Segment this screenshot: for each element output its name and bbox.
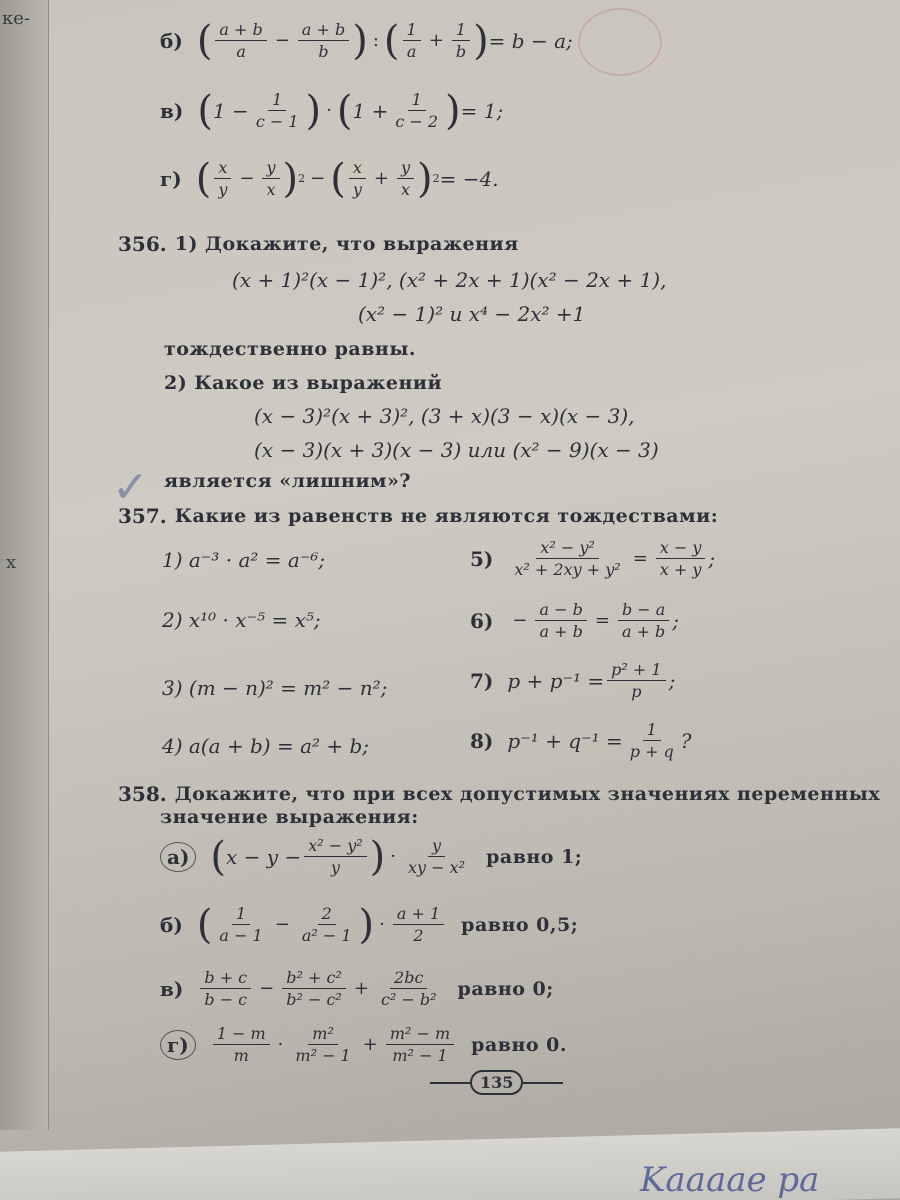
p358-item-g: г) $\frac{1 - m}{m}$ · $\frac{\text{m²}}{\text{m² − 1}}$ + $\frac{\text{m² − m}}{\text{m² − 1}}$ равно 0. [160, 1024, 567, 1065]
problem-356-expr1: (x + 1)²(x − 1)², (x² + 2x + 1)(x² − 2x + 1), [232, 268, 667, 292]
problem-356-expr3: (x − 3)²(x + 3)², (3 + x)(3 − x)(x − 3), [254, 404, 635, 428]
pencil-check-mark: ✓ [112, 462, 149, 513]
red-pencil-mark [578, 8, 662, 76]
eq-4: 4) a(a + b) = a² + b; [162, 734, 370, 758]
eq-2: 2) x¹⁰ · x⁻⁵ = x⁵; [162, 608, 321, 632]
item-result: = b − a; [488, 28, 573, 53]
problem-number: 358. [118, 782, 167, 806]
item-result: = 1; [460, 98, 504, 123]
item-label: г) [160, 166, 182, 191]
problem-number: 356. [118, 232, 167, 256]
p358-item-v: в) $\frac{b + c}{b - c}$ − $\frac{\text{b² + c²}}{\text{b² − c²}}$ + $\frac{2bc}{\text{c² − b²}}$ равно 0; [160, 968, 554, 1009]
problem-358-q2: значение выражения: [160, 806, 419, 828]
eq-8: 8) p⁻¹ + q⁻¹ = $\frac{1}{p + q}$ ? [470, 720, 692, 761]
item-label: в) [160, 98, 184, 123]
problem-356-q2: 2) Какое из выражений [164, 372, 443, 394]
prev-item-g: г) ( $\frac{x}{y}$ − $\frac{y}{x}$ ) 2 − ( $\frac{x}{y}$ + $\frac{y}{x}$ ) 2 = −4. [160, 155, 499, 202]
page-number [430, 1070, 563, 1095]
problem-356-expr4: (x − 3)(x + 3)(x − 3) или (x² − 9)(x − 3) [254, 438, 659, 462]
p358-item-b: б) ( $\frac{1}{a - 1}$ − $\frac{2}{\text{a² − 1}}$ ) · $\frac{a + 1}{2}$ равно 0,5; [160, 901, 579, 948]
problem-358-heading [118, 782, 880, 806]
problem-356-heading [118, 232, 519, 256]
problem-text: Какие из равенств не являются тождествами: [174, 505, 719, 527]
page-number-label: 135 [470, 1070, 523, 1095]
side-text-mid: х [6, 552, 17, 573]
eq-5: 5) $\frac{\text{x² − y²}}{\text{x² + 2xy + y²}}$ = $\frac{x - y}{x + y}$ ; [470, 538, 716, 579]
problem-text: Докажите, что при всех допустимых значениях переменных [174, 783, 881, 805]
problem-number: 357. [118, 504, 167, 528]
item-label: б) [160, 28, 183, 53]
problem-356-tail2: является «лишним»? [164, 470, 412, 492]
p358-item-a: а) ( x − y − $\frac{\text{x² − y²}}{y}$ ) · $\frac{y}{\text{xy − x²}}$ равно 1; [160, 836, 582, 877]
side-text-top: ке- [2, 8, 30, 29]
eq-7: 7) p + p⁻¹ = $\frac{\text{p² + 1}}{p}$ ; [470, 660, 676, 701]
item-result: = −4. [439, 166, 499, 191]
problem-357-heading [118, 504, 718, 528]
eq-3: 3) (m − n)² = m² − n²; [162, 676, 388, 700]
eq-6: 6) − $\frac{a - b}{a + b}$ = $\frac{b - a}{a + b}$ ; [470, 600, 680, 641]
eq-1: 1) a⁻³ · a² = a⁻⁶; [162, 548, 326, 572]
problem-text: 1) Докажите, что выражения [174, 233, 519, 255]
problem-356-expr2: (x² − 1)² и x⁴ − 2x² +1 [358, 302, 586, 326]
handwriting: Kaaaae pa [640, 1160, 820, 1200]
problem-356-tail1: тождественно равны. [164, 338, 416, 360]
prev-item-v: в) ( 1 − $\frac{1}{c - 1}$ ) · ( 1 + $\frac{1}{c - 2}$ ) = 1; [160, 87, 504, 134]
prev-item-b: б) ( $\frac{a + b}{a}$ − $\frac{a + b}{b}$ ) : ( $\frac{1}{a}$ + $\frac{1}{b}$ ) = b − a; [160, 17, 573, 64]
